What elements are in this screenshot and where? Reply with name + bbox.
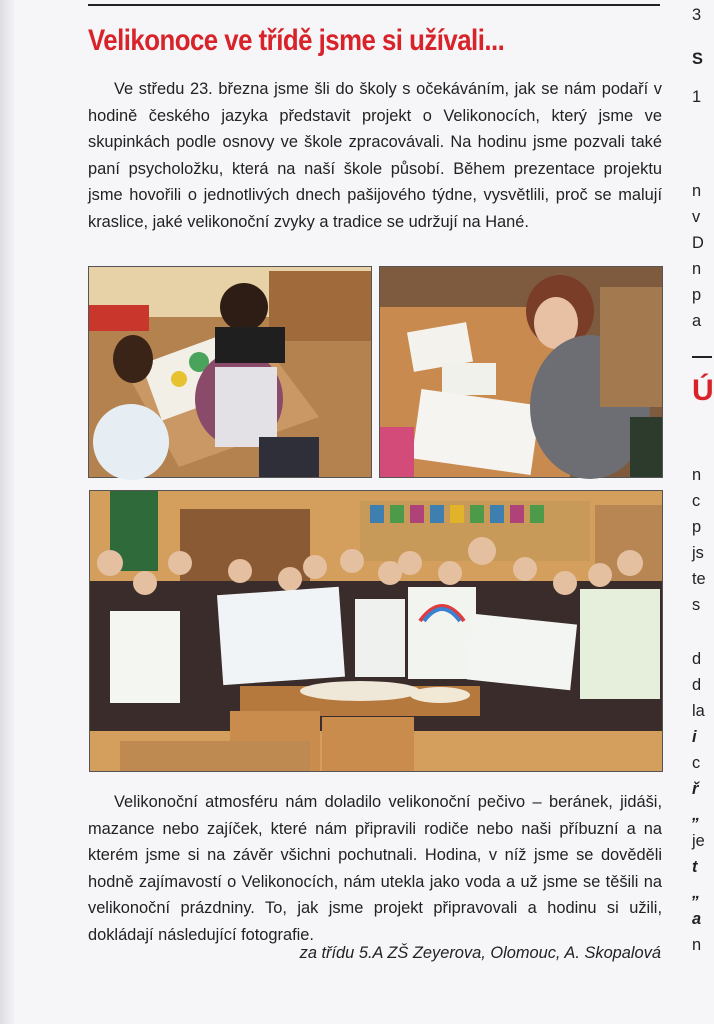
fragment-text: ř xyxy=(692,780,699,798)
fragment-text: „ xyxy=(692,884,701,902)
fragment-text: d xyxy=(692,676,702,694)
fragment-text: d xyxy=(692,650,702,668)
fragment-text: n xyxy=(692,260,702,278)
fragment-text: n xyxy=(692,936,702,954)
fragment-text: n xyxy=(692,466,702,484)
fragment-text: a xyxy=(692,910,702,928)
fragment-text: la xyxy=(692,702,705,720)
photo-girl-writing xyxy=(379,266,663,478)
fragment-text: je xyxy=(692,832,705,850)
photo-pupils-drawing xyxy=(88,266,372,478)
fragment-text: c xyxy=(692,492,701,510)
fragment-text: D xyxy=(692,234,704,252)
article-byline: za třídu 5.A ZŠ Zeyerova, Olomouc, A. Skopalová xyxy=(299,944,661,962)
fragment-text: s xyxy=(692,596,701,614)
fragment-heading: Ú xyxy=(692,374,714,407)
fragment-text: S xyxy=(692,50,703,68)
photo-class-with-posters xyxy=(89,490,663,772)
fragment-text: 3 xyxy=(692,6,702,24)
article-paragraph-intro: Ve středu 23. března jsme šli do školy s očekáváním, jak se nám podaří v hodině českého jazyka představit projekt o Velikonocích, který jsme ve skupinkách podle osnovy ve škole zpracovávali. Na hodinu jsme pozvali také paní psycholožku, která na naší škole působí. Během prezentace projektu jsme hovořili o jednotlivých dnech pašijového týdne, vysvětlili, proč se malují kraslice, jaké velikonoční zvyky a tradice se udržují na Hané. xyxy=(88,80,662,231)
article-title: Velikonoce ve třídě jsme si užívali... xyxy=(88,24,505,57)
fragment-text: v xyxy=(692,208,701,226)
page-edge-shadow xyxy=(0,0,14,1024)
adjacent-column-fragment xyxy=(684,0,714,1024)
fragment-text: p xyxy=(692,518,702,536)
fragment-divider xyxy=(692,356,712,358)
fragment-text: c xyxy=(692,754,701,772)
fragment-text: i xyxy=(692,728,697,746)
fragment-text: „ xyxy=(692,806,701,824)
fragment-text: t xyxy=(692,858,698,876)
article-paragraph-closing: Velikonoční atmosféru nám doladilo velikonoční pečivo – beránek, jidáši, mazance nebo zajíček, které nám připravili rodiče nebo naši příbuzní a na kterém jsme si na závěr všichni pochutnali. Hodina, v níž jsme se dověděli hodně zajímavostí o Velikonocích, nám utekla jako voda a už jsme se těšili na velikonoční prázdniny. To, jak jsme projekt připravovali a hodinu si užili, dokládají následující fotografie. xyxy=(88,793,662,944)
fragment-text: p xyxy=(692,286,702,304)
fragment-text: te xyxy=(692,570,706,588)
fragment-text: 1 xyxy=(692,88,702,106)
fragment-text: js xyxy=(692,544,704,562)
fragment-text: n xyxy=(692,182,702,200)
fragment-text: a xyxy=(692,312,702,330)
top-divider xyxy=(88,4,660,6)
